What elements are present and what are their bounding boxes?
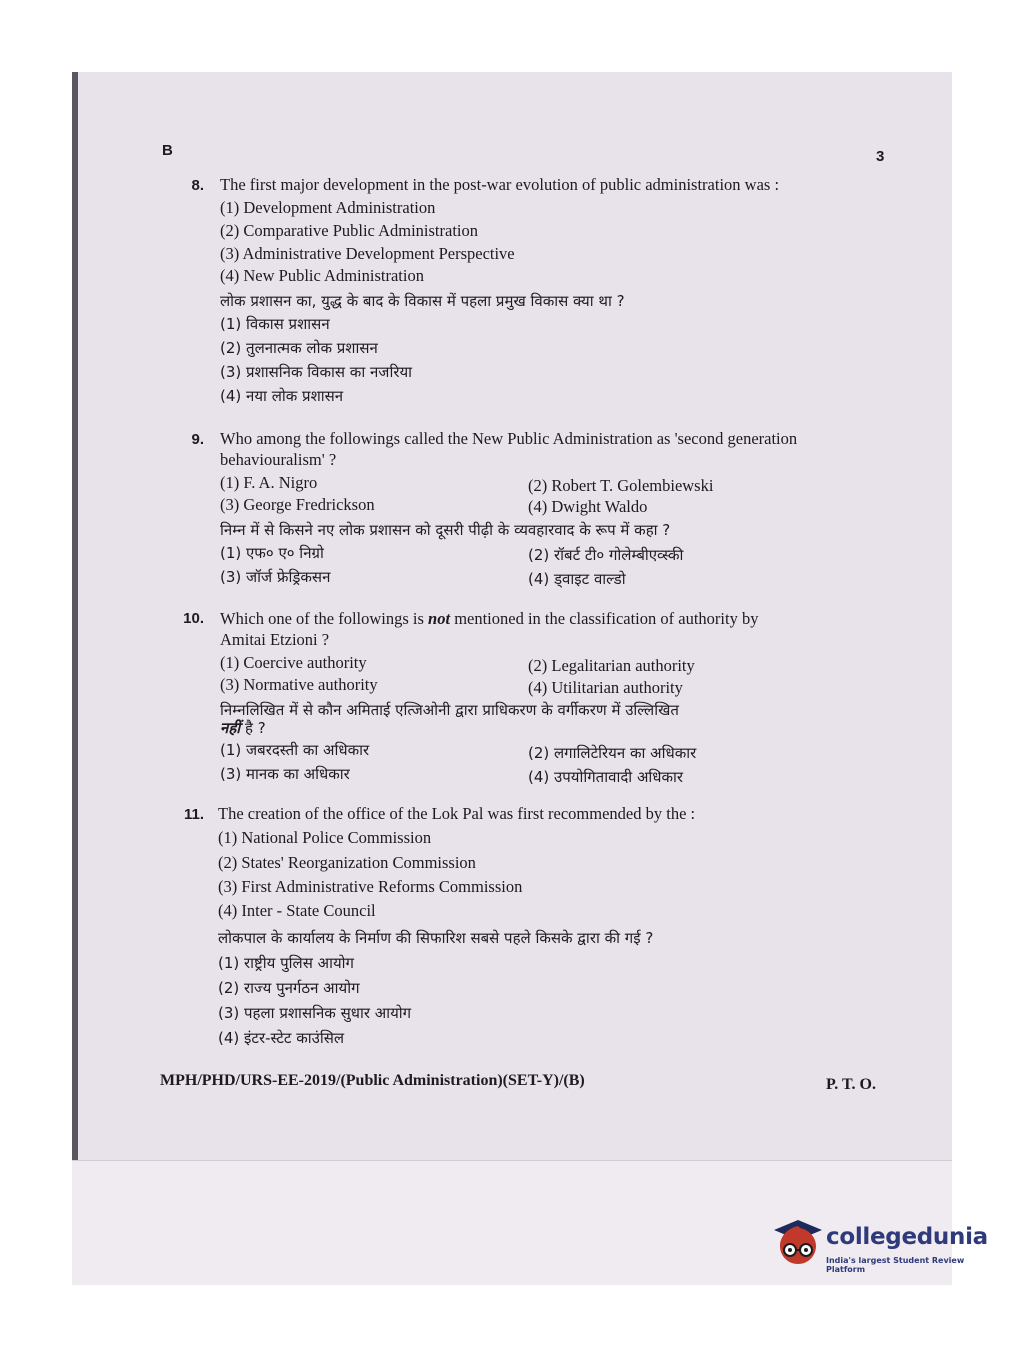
option-en: (1) Development Administration: [220, 198, 436, 217]
question-number: 9.: [191, 431, 204, 448]
option-hi: (2) लगालिटेरियन का अधिकार: [528, 744, 697, 762]
option-hi: (4) नया लोक प्रशासन: [220, 387, 344, 405]
logo-tagline: India's largest Student Review Platform: [826, 1256, 965, 1274]
option-hi: (3) प्रशासनिक विकास का नजरिया: [220, 363, 413, 381]
option-hi: (4) इंटर-स्टेट काउंसिल: [218, 1029, 345, 1047]
option-en: (3) George Fredrickson: [220, 495, 375, 514]
option-hi: (3) पहला प्रशासनिक सुधार आयोग: [218, 1004, 412, 1022]
question-text-part: Which one of the followings is: [220, 609, 424, 628]
question-text-hi: निम्नलिखित में से कौन अमिताई एत्जिओनी द्वारा प्राधिकरण के वर्गीकरण में उल्लिखित: [220, 701, 679, 719]
option-hi: (1) विकास प्रशासन: [220, 315, 330, 333]
option-hi: (3) जॉर्ज फ्रेड्रिकसन: [220, 568, 331, 586]
option-hi: (1) एफ० ए० निग्रो: [220, 544, 324, 562]
question-text-part: है ?: [244, 719, 266, 737]
question-text-en: Who among the followings called the New Public Administration as 'second generation: [220, 429, 798, 448]
question-number: 10.: [183, 610, 204, 627]
option-hi: (3) मानक का अधिकार: [220, 765, 350, 783]
question-text-en: Amitai Etzioni ?: [220, 630, 330, 649]
question-text-hi: [220, 718, 266, 738]
question-text-en: The creation of the office of the Lok Pal was first recommended by the :: [218, 804, 696, 823]
option-en: (1) National Police Commission: [218, 828, 432, 847]
option-en: (2) Legalitarian authority: [528, 656, 695, 675]
option-hi: (2) रॉबर्ट टी० गोलेम्बीएव्स्की: [528, 546, 684, 564]
option-en: (4) Dwight Waldo: [528, 497, 648, 516]
question-text-hi: निम्न में से किसने नए लोक प्रशासन को दूसरी पीढ़ी के व्यवहारवाद के रूप में कहा ?: [220, 521, 671, 539]
option-en: (4) New Public Administration: [220, 266, 424, 285]
option-hi: (2) तुलनात्मक लोक प्रशासन: [220, 339, 378, 357]
page-number: 3: [876, 148, 885, 165]
option-en: (4) Inter - State Council: [218, 901, 376, 920]
question-number: 11.: [183, 806, 204, 823]
option-en: (3) First Administrative Reforms Commission: [218, 877, 523, 896]
option-en: (1) Coercive authority: [220, 653, 367, 672]
question-text-en: The first major development in the post-war evolution of public administration was :: [220, 175, 780, 194]
option-en: (3) Administrative Development Perspective: [220, 244, 515, 263]
option-en: (2) Comparative Public Administration: [220, 221, 479, 240]
option-hi: (4) ड्वाइट वाल्डो: [528, 570, 626, 588]
question-text-en: [220, 609, 758, 629]
option-hi: (4) उपयोगितावादी अधिकार: [528, 768, 684, 786]
logo-wordmark: collegedunia: [826, 1224, 988, 1250]
option-hi: (1) जबरदस्ती का अधिकार: [220, 741, 370, 759]
option-hi: (1) राष्ट्रीय पुलिस आयोग: [218, 954, 354, 972]
question-number: 8.: [191, 177, 204, 194]
collegedunia-logo: [770, 1216, 1000, 1276]
option-hi: (2) राज्य पुनर्गठन आयोग: [218, 979, 360, 997]
emphasis-nahin: नहीं: [220, 719, 241, 737]
question-text-hi: लोक प्रशासन का, युद्ध के बाद के विकास में पहला प्रमुख विकास क्या था ?: [220, 292, 625, 310]
question-text-en: behaviouralism' ?: [220, 450, 337, 469]
option-en: (2) States' Reorganization Commission: [218, 853, 476, 872]
emphasis-not: not: [428, 609, 451, 628]
option-en: (2) Robert T. Golembiewski: [528, 476, 714, 495]
mascot-icon: [770, 1216, 826, 1276]
pto-label: P. T. O.: [826, 1076, 876, 1093]
paper-code: MPH/PHD/URS-EE-2019/(Public Administration)(SET-Y)/(B): [160, 1072, 585, 1089]
question-text-hi: लोकपाल के कार्यालय के निर्माण की सिफारिश सबसे पहले किसके द्वारा की गई ?: [218, 929, 654, 947]
set-letter: B: [162, 142, 173, 159]
question-text-part: mentioned in the classification of authority by: [454, 609, 759, 628]
option-en: (4) Utilitarian authority: [528, 678, 683, 697]
option-en: (3) Normative authority: [220, 675, 378, 694]
option-en: (1) F. A. Nigro: [220, 473, 318, 492]
